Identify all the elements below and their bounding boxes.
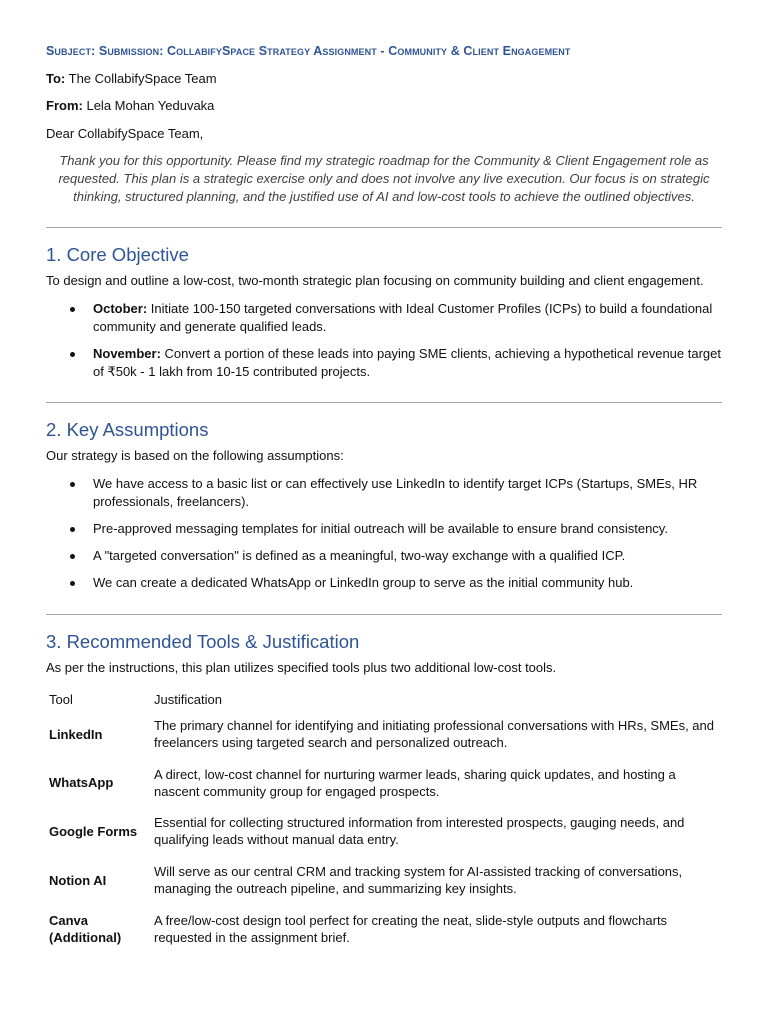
- justification-line: requested in the assignment brief.: [154, 929, 350, 945]
- tool-justification: [151, 759, 722, 808]
- justification-line: qualifying leads without manual data entry.: [154, 832, 399, 848]
- table-row: [46, 807, 722, 856]
- section1-intro: To design and outline a low-cost, two-month strategic plan focusing on community building and client engagement.: [46, 273, 704, 288]
- list-item: [46, 520, 722, 538]
- table-header-row: [46, 688, 722, 710]
- column-header-justification: Justification: [154, 691, 222, 707]
- tool-name-line: Canva: [49, 912, 89, 928]
- tool-name: Google Forms: [49, 823, 138, 839]
- section-divider: [46, 227, 722, 228]
- from-line: [46, 98, 214, 113]
- table-row: [46, 856, 722, 905]
- table-row: [46, 759, 722, 808]
- item-text: A "targeted conversation" is defined as a meaningful, two-way exchange with a qualified ICP.: [93, 548, 626, 563]
- email-subject: Subject: Submission: CollabifySpace Strategy Assignment - Community & Client Engagement: [46, 44, 571, 58]
- bullet-icon: [70, 581, 75, 586]
- table-row: [46, 710, 722, 759]
- section-heading-key-assumptions: 2. Key Assumptions: [46, 419, 209, 440]
- item-text: Convert a portion of these leads into paying SME clients, achieving a hypothetical revenue target: [164, 346, 721, 361]
- tools-table: [46, 688, 722, 953]
- list-item: [46, 574, 722, 592]
- justification-line: freelancers using targeted search and personalized outreach.: [154, 735, 508, 751]
- justification-line: Essential for collecting structured information from interested prospects, gauging needs, and: [154, 815, 685, 831]
- item-text: We can create a dedicated WhatsApp or LinkedIn group to serve as the initial community hub.: [93, 575, 634, 590]
- bullet-icon: [70, 352, 75, 357]
- tool-name: [46, 904, 151, 953]
- objective-list: [46, 300, 722, 381]
- to-line: [46, 71, 217, 86]
- section3-intro: As per the instructions, this plan utilizes specified tools plus two additional low-cost tools.: [46, 660, 557, 675]
- tool-name-line: (Additional): [49, 929, 122, 945]
- column-header-tool: Tool: [49, 691, 73, 707]
- tool-justification: [151, 904, 722, 953]
- item-text: We have access to a basic list or can effectively use LinkedIn to identify target ICPs (Startups, SMEs, HR: [93, 476, 698, 491]
- tool-name: Notion AI: [49, 872, 107, 888]
- item-label: October:: [93, 301, 148, 316]
- list-item: [46, 300, 722, 336]
- section2-intro: Our strategy is based on the following assumptions:: [46, 448, 344, 463]
- greeting: Dear CollabifySpace Team,: [46, 126, 204, 141]
- from-value: Lela Mohan Yeduvaka: [86, 98, 215, 113]
- from-label: From:: [46, 98, 83, 113]
- section-heading-tools: 3. Recommended Tools & Justification: [46, 631, 360, 652]
- item-text: professionals, freelancers).: [93, 494, 250, 509]
- to-label: To:: [46, 71, 66, 86]
- item-text: Pre-approved messaging templates for initial outreach will be available to ensure brand consistency.: [93, 521, 668, 536]
- intro-line: thinking, structured planning, and the justified use of AI and low-cost tools to achieve the outlined objectives.: [73, 189, 695, 204]
- tool-justification: [151, 856, 722, 905]
- tool-name: LinkedIn: [49, 726, 103, 742]
- item-label: November:: [93, 346, 161, 361]
- intro-paragraph: [46, 152, 722, 206]
- section-heading-core-objective: 1. Core Objective: [46, 244, 189, 265]
- tool-justification: [151, 807, 722, 856]
- assumption-list: [46, 475, 722, 592]
- bullet-icon: [70, 482, 75, 487]
- justification-line: nascent community group for engaged prospects.: [154, 783, 440, 799]
- item-text: of ₹50k - 1 lakh from 10-15 contributed projects.: [93, 364, 371, 379]
- tool-justification: [151, 710, 722, 759]
- table-row: [46, 904, 722, 953]
- list-item: [46, 547, 722, 565]
- justification-line: Will serve as our central CRM and tracking system for AI-assisted tracking of conversations,: [154, 864, 683, 880]
- section-divider: [46, 402, 722, 403]
- to-value: The CollabifySpace Team: [68, 71, 217, 86]
- tool-name: WhatsApp: [49, 775, 114, 791]
- item-text: Initiate 100-150 targeted conversations with Ideal Customer Profiles (ICPs) to build a foundational: [150, 301, 713, 316]
- bullet-icon: [70, 307, 75, 312]
- intro-line: Thank you for this opportunity. Please find my strategic roadmap for the Community & Client Engagement role as: [59, 153, 709, 168]
- justification-line: managing the outreach pipeline, and summarizing key insights.: [154, 881, 517, 897]
- bullet-icon: [70, 554, 75, 559]
- justification-line: A free/low-cost design tool perfect for creating the neat, slide-style outputs and flowcharts: [154, 912, 668, 928]
- justification-line: The primary channel for identifying and initiating professional conversations with HRs, SMEs, and: [154, 718, 714, 734]
- bullet-icon: [70, 527, 75, 532]
- list-item: [46, 345, 722, 381]
- list-item: [46, 475, 722, 511]
- section-divider: [46, 614, 722, 615]
- intro-line: requested. This plan is a strategic exercise only and does not involve any live execution. Our focus is on strategic: [58, 171, 710, 186]
- item-text: community and generate qualified leads.: [93, 319, 327, 334]
- justification-line: A direct, low-cost channel for nurturing warmer leads, sharing quick updates, and hosting a: [154, 766, 676, 782]
